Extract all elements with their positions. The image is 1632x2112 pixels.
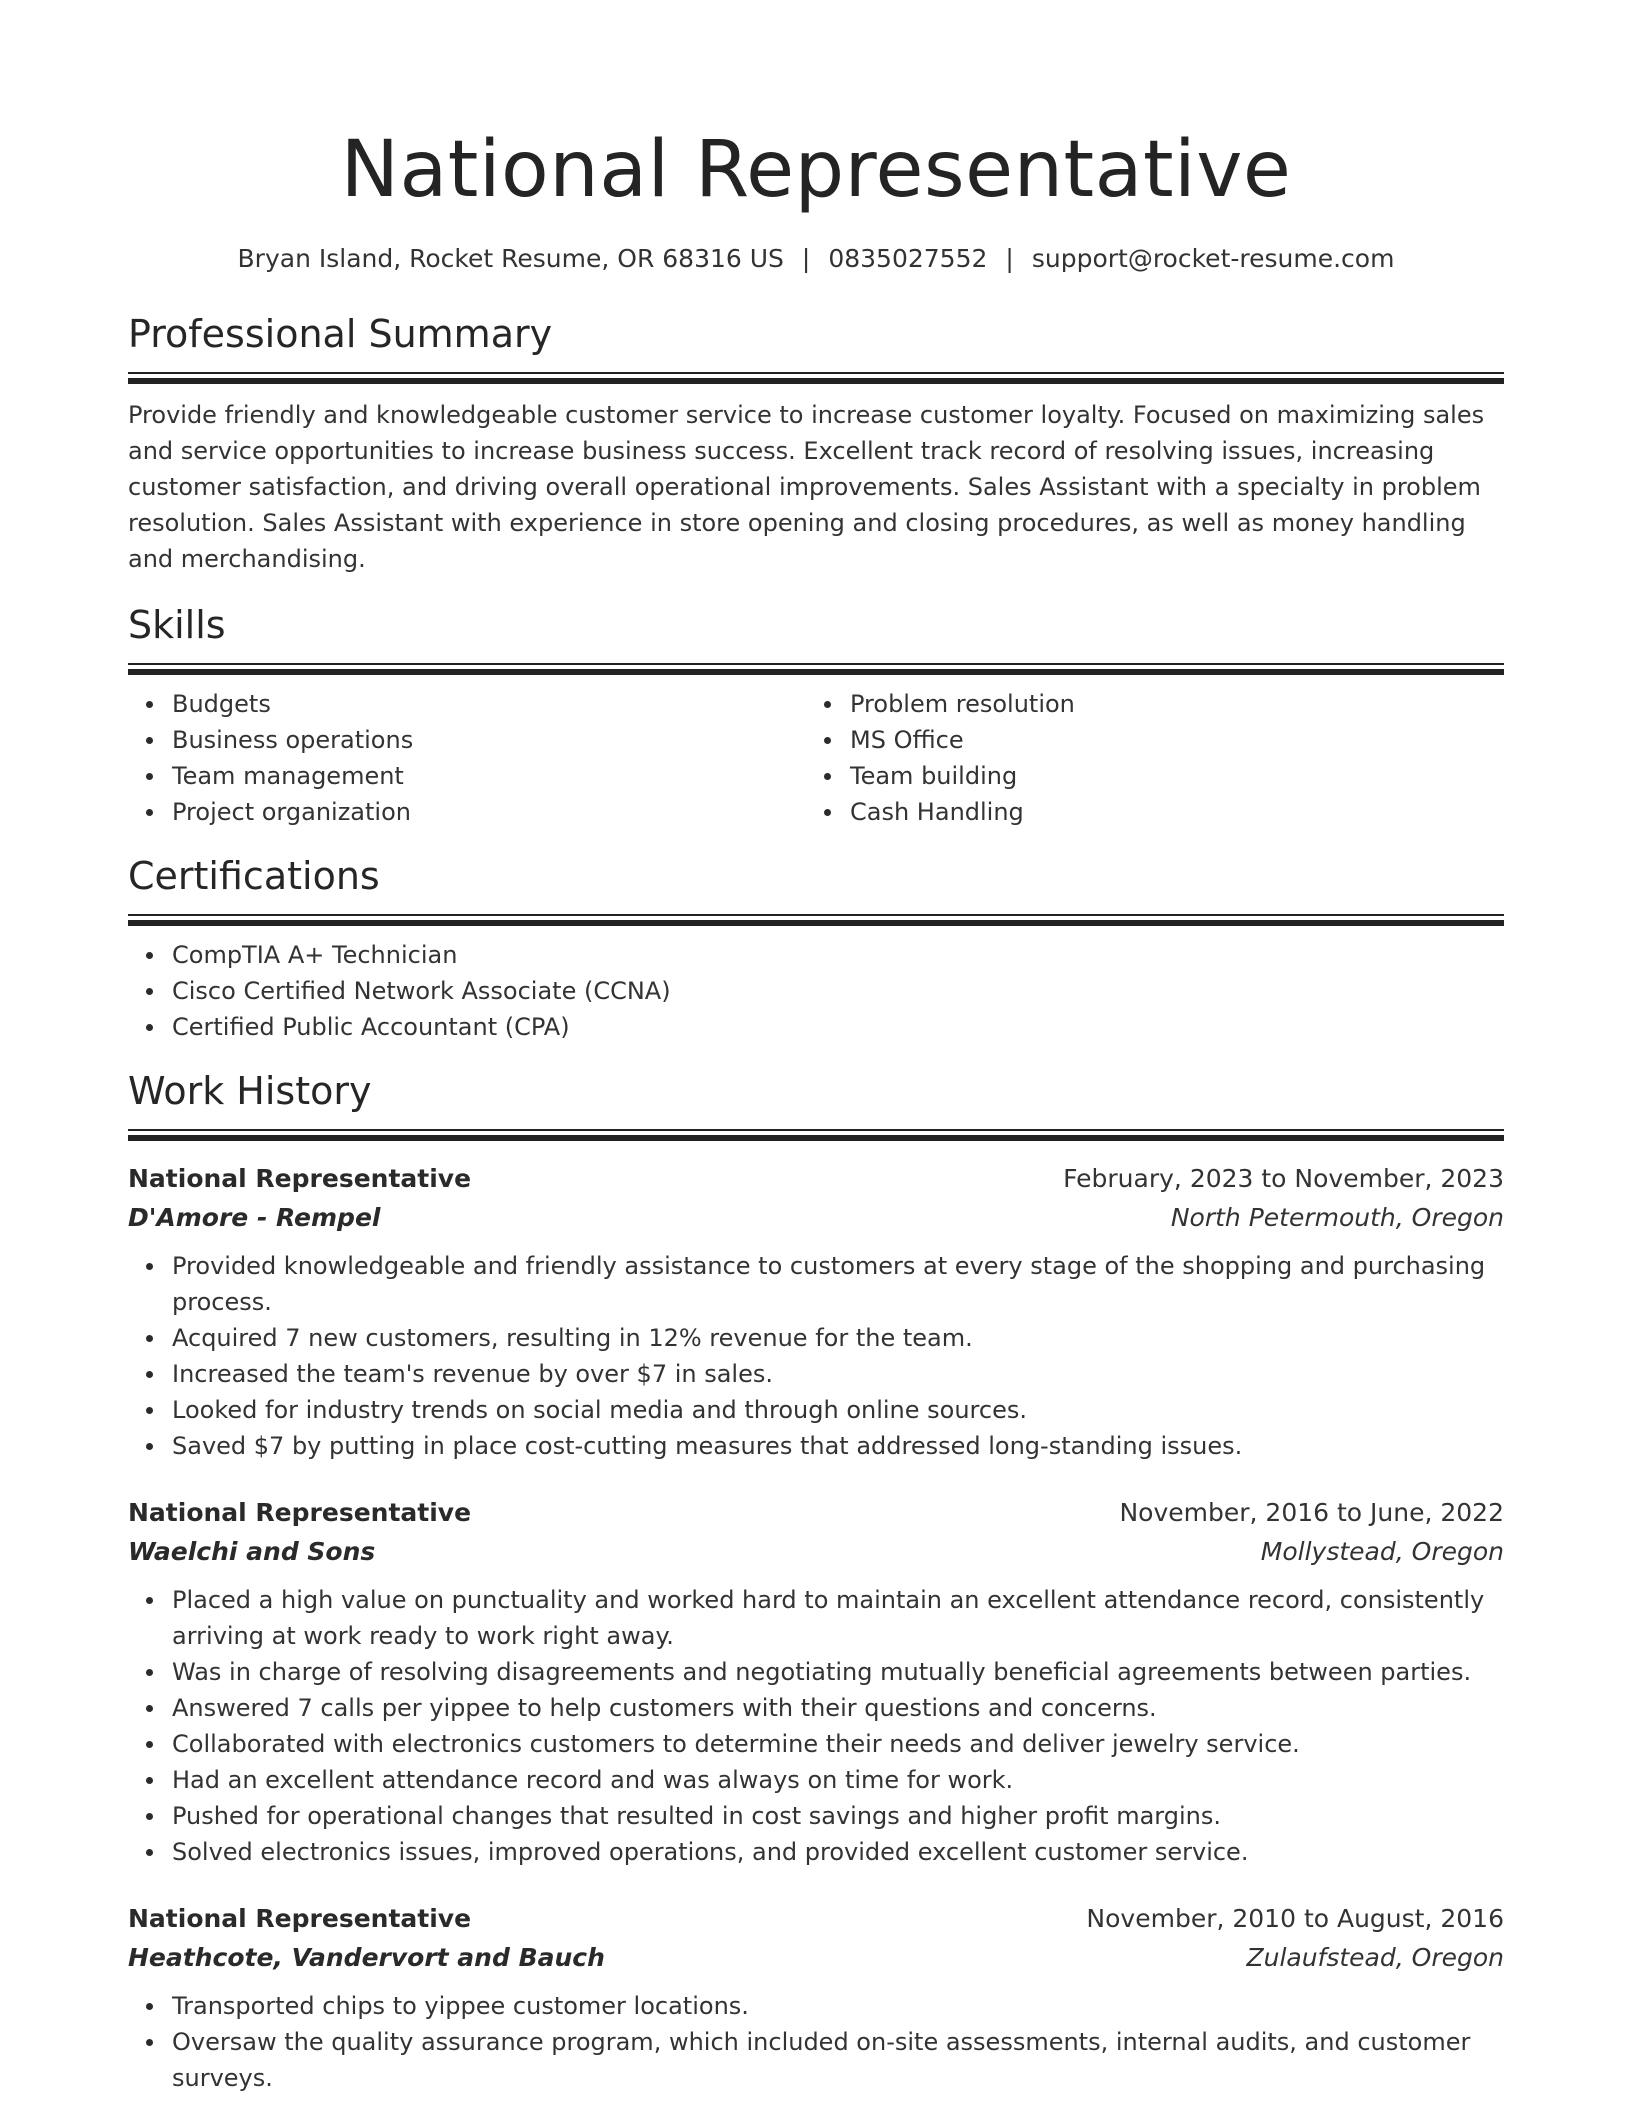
skill-item: Project organization (172, 794, 806, 830)
job-entry (128, 1160, 1504, 1464)
certifications-list (128, 937, 1504, 1045)
job-bullet: Placed a high value on punctuality and worked hard to maintain an excellent attendance record, consistently arriving at work ready to work right away. (172, 1582, 1504, 1654)
summary-section (128, 310, 1504, 577)
skills-list-right (806, 686, 1484, 830)
section-divider (128, 663, 1504, 674)
skills-grid (128, 674, 1504, 830)
certification-item: Cisco Certified Network Associate (CCNA) (172, 973, 1504, 1009)
job-bullet: Had an excellent attendance record and was always on time for work. (172, 1762, 1504, 1798)
certifications-section (128, 852, 1504, 1045)
job-location: Zulaufstead, Oregon (1246, 1943, 1504, 1972)
job-title: National Representative (128, 1164, 472, 1193)
job-company: Waelchi and Sons (128, 1537, 376, 1566)
job-location: Mollystead, Oregon (1260, 1537, 1504, 1566)
certifications-heading: Certifications (128, 854, 380, 898)
skills-section (128, 601, 1504, 830)
skills-heading: Skills (128, 603, 226, 647)
job-title: National Representative (128, 1904, 472, 1933)
job-bullets (128, 1988, 1504, 2096)
work-history-section (128, 1067, 1504, 2096)
job-bullet: Collaborated with electronics customers to determine their needs and deliver jewelry service. (172, 1726, 1504, 1762)
job-bullet: Acquired 7 new customers, resulting in 12% revenue for the team. (172, 1320, 1504, 1356)
certification-item: Certified Public Accountant (CPA) (172, 1009, 1504, 1045)
job-bullet: Pushed for operational changes that resulted in cost savings and higher profit margins. (172, 1798, 1504, 1834)
job-title: National Representative (128, 1498, 472, 1527)
skill-item: MS Office (850, 722, 1484, 758)
job-bullet: Increased the team's revenue by over $7 in sales. (172, 1356, 1504, 1392)
work-history-heading: Work History (128, 1069, 372, 1113)
skill-item: Cash Handling (850, 794, 1484, 830)
skills-list-left (128, 686, 806, 830)
job-bullet: Looked for industry trends on social media and through online sources. (172, 1392, 1504, 1428)
section-divider (128, 1129, 1504, 1140)
job-bullet: Provided knowledgeable and friendly assistance to customers at every stage of the shopping and purchasing process. (172, 1248, 1504, 1320)
job-bullet: Transported chips to yippee customer locations. (172, 1988, 1504, 2024)
certification-item: CompTIA A+ Technician (172, 937, 1504, 973)
contact-separator: | (1005, 244, 1014, 273)
job-dates: November, 2010 to August, 2016 (1086, 1904, 1504, 1933)
job-bullets (128, 1582, 1504, 1870)
skill-item: Team management (172, 758, 806, 794)
job-entry (128, 1900, 1504, 2096)
job-bullet: Solved electronics issues, improved operations, and provided excellent customer service. (172, 1834, 1504, 1870)
contact-phone: 0835027552 (828, 244, 988, 273)
section-divider (128, 914, 1504, 925)
job-dates: February, 2023 to November, 2023 (1063, 1164, 1504, 1193)
job-bullet: Oversaw the quality assurance program, which included on-site assessments, internal audits, and customer surveys. (172, 2024, 1504, 2096)
resume-page (128, 0, 1504, 2096)
job-entry (128, 1494, 1504, 1870)
job-location: North Petermouth, Oregon (1170, 1203, 1504, 1232)
contact-address: Bryan Island, Rocket Resume, OR 68316 US (237, 244, 784, 273)
job-dates: November, 2016 to June, 2022 (1119, 1498, 1504, 1527)
job-bullet: Was in charge of resolving disagreements and negotiating mutually beneficial agreements between parties. (172, 1654, 1504, 1690)
contact-line (128, 242, 1504, 276)
resume-title: National Representative (340, 125, 1292, 215)
skill-item: Budgets (172, 686, 806, 722)
contact-email: support@rocket-resume.com (1031, 244, 1395, 273)
section-divider (128, 372, 1504, 383)
summary-heading: Professional Summary (128, 312, 553, 356)
job-company: Heathcote, Vandervort and Bauch (128, 1943, 605, 1972)
skill-item: Problem resolution (850, 686, 1484, 722)
contact-separator: | (801, 244, 811, 273)
summary-text: Provide friendly and knowledgeable customer service to increase customer loyalty. Focused on maximizing sales and service opportunities to increase business success. Excellent track record of resolving issues, increasing customer satisfaction, and driving overall operational improvements. Sales Assistant with a specialty in problem resolution. Sales Assistant with experience in store opening and closing procedures, as well as money handling and merchandising. (128, 401, 1485, 573)
job-company: D'Amore - Rempel (128, 1203, 381, 1232)
skill-item: Team building (850, 758, 1484, 794)
job-bullet: Saved $7 by putting in place cost-cutting measures that addressed long-standing issues. (172, 1428, 1504, 1464)
job-bullet: Answered 7 calls per yippee to help customers with their questions and concerns. (172, 1690, 1504, 1726)
skill-item: Business operations (172, 722, 806, 758)
job-bullets (128, 1248, 1504, 1464)
